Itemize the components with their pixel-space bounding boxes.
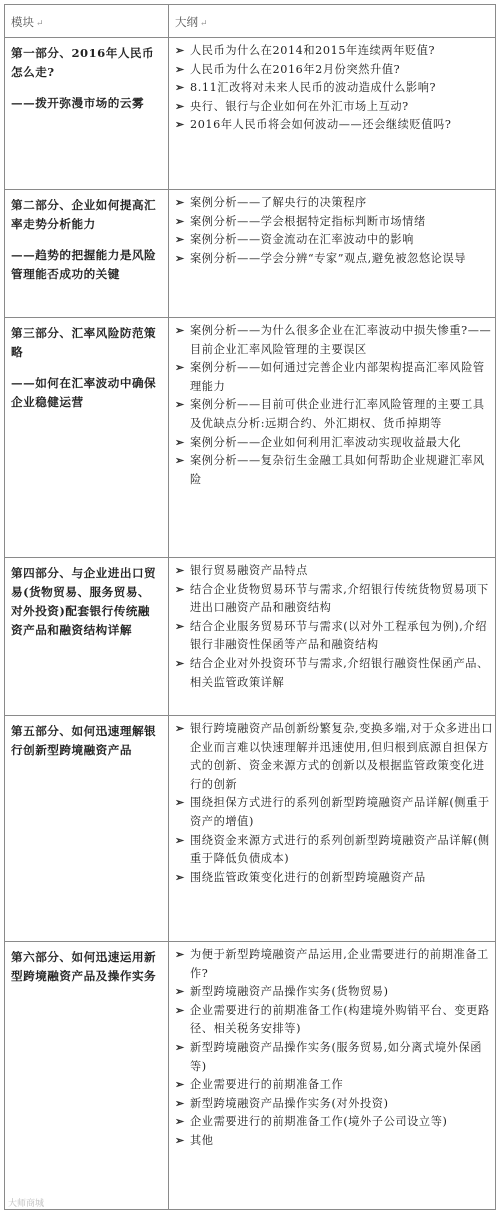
list-item: ➢ 银行贸易融资产品特点 [175, 562, 493, 581]
arrow-bullet-icon: ➢ [175, 324, 185, 337]
outline-table [4, 4, 496, 1210]
arrow-bullet-icon: ➢ [175, 1133, 185, 1147]
arrow-bullet-icon: ➢ [175, 948, 185, 961]
section-outline-cell [175, 562, 493, 692]
list-item: ➢ 案例分析——了解央行的决策程序 [175, 194, 493, 213]
section-row-2 [5, 189, 495, 317]
section-subtitle: ——趋势的把握能力是风险管理能否成功的关键 [11, 248, 157, 281]
list-item: ➢ 企业需要进行的前期准备工作(境外子公司设立等) [175, 1113, 493, 1132]
list-item: ➢ 央行、银行与企业如何在外汇市场上互动? [175, 98, 493, 117]
list-item: ➢ 结合企业货物贸易环节与需求,介绍银行传统货物贸易项下进出口融资产品和融资结构 [175, 582, 489, 615]
list-item: ➢ 案例分析——企业如何利用汇率波动实现收益最大化 [175, 434, 493, 453]
section-row-3 [5, 317, 495, 557]
section-module-cell [11, 722, 161, 760]
list-item: ➢ 围绕担保方式进行的系列创新型跨境融资产品详解(侧重于资产的增值) [175, 796, 490, 828]
list-item: ➢ 案例分析——如何通过完善企业内部架构提高汇率风险管理能力 [175, 361, 485, 393]
section-title: 第三部分、汇率风险防范策略 [11, 326, 157, 359]
arrow-bullet-icon: ➢ [175, 62, 185, 76]
list-item: ➢ 人民币为什么在2014和2015年连续两年贬值? [175, 42, 493, 61]
arrow-bullet-icon: ➢ [175, 118, 185, 132]
section-outline-cell [175, 194, 493, 268]
arrow-bullet-icon: ➢ [175, 833, 185, 847]
list-item: ➢ 为便于新型跨境融资产品运用,企业需要进行的前期准备工作? [175, 948, 489, 980]
section-outline-cell [175, 322, 493, 489]
list-item: ➢ 围绕监管政策变化进行的创新型跨境融资产品 [175, 869, 493, 888]
arrow-bullet-icon: ➢ [175, 214, 185, 228]
section-module-cell [11, 196, 161, 284]
section-module-cell [11, 44, 161, 113]
section-module-cell [11, 564, 161, 640]
list-item: ➢ 案例分析——复杂衍生金融工具如何帮助企业规避汇率风险 [175, 454, 485, 486]
watermark: 大师商城 [8, 1199, 45, 1209]
arrow-bullet-icon: ➢ [175, 870, 185, 884]
header-module: 模块 ↵ [11, 15, 44, 29]
section-title: 第六部分、如何迅速运用新型跨境融资产品及操作实务 [11, 950, 157, 983]
arrow-bullet-icon: ➢ [175, 1096, 185, 1110]
table-header-row [5, 5, 495, 37]
list-item: ➢ 新型跨境融资产品操作实务(服务贸易,如分离式境外保函等) [175, 1040, 483, 1073]
list-item: ➢ 案例分析——资金流动在汇率波动中的影响 [175, 231, 493, 250]
section-title: 第二部分、企业如何提高汇率走势分析能力 [11, 198, 157, 231]
list-item: ➢ 银行跨境融资产品创新纷繁复杂,变换多端,对于众多进出口企业而言难以快速理解并迅速使用,但归根到底源自担保方式的创新、资金来源方式的创新以及根据监管政策变化进行的创新 [175, 722, 494, 791]
arrow-bullet-icon: ➢ [175, 722, 185, 735]
section-row-1 [5, 37, 495, 189]
arrow-bullet-icon: ➢ [175, 1003, 185, 1017]
section-title: 第五部分、如何迅速理解银行创新型跨境融资产品 [11, 724, 157, 757]
arrow-bullet-icon: ➢ [175, 99, 185, 113]
list-item: ➢ 案例分析——学会根据特定指标判断市场情绪 [175, 213, 493, 232]
arrow-bullet-icon: ➢ [175, 81, 185, 95]
arrow-bullet-icon: ➢ [175, 398, 185, 412]
section-title: 第四部分、与企业进出口贸易(货物贸易、服务贸易、对外投资)配套银行传统融资产品和融资结构详解 [11, 566, 157, 637]
arrow-bullet-icon: ➢ [175, 1040, 185, 1054]
arrow-bullet-icon: ➢ [175, 44, 185, 57]
section-outline-cell [175, 42, 493, 135]
arrow-bullet-icon: ➢ [175, 1078, 185, 1092]
arrow-bullet-icon: ➢ [175, 582, 185, 596]
section-module-cell [11, 324, 161, 412]
section-outline-cell [175, 946, 493, 1151]
list-item: ➢ 新型跨境融资产品操作实务(货物贸易) [175, 983, 493, 1002]
section-row-5 [5, 715, 495, 941]
list-item: ➢ 企业需要进行的前期准备工作 [175, 1076, 493, 1095]
list-item: ➢ 新型跨境融资产品操作实务(对外投资) [175, 1095, 493, 1114]
list-item: ➢ 2016年人民币将会如何波动——还会继续贬值吗? [175, 116, 493, 135]
section-subtitle: ——拨开弥漫市场的云雾 [11, 96, 145, 110]
arrow-bullet-icon: ➢ [175, 361, 185, 375]
arrow-bullet-icon: ➢ [175, 233, 185, 247]
arrow-bullet-icon: ➢ [175, 656, 185, 670]
list-item: ➢ 案例分析——目前可供企业进行汇率风险管理的主要工具及优缺点分析:远期合约、外汇期权、货币掉期等 [175, 398, 485, 430]
arrow-bullet-icon: ➢ [175, 564, 185, 577]
section-row-4 [5, 557, 495, 715]
list-item: ➢ 围绕资金来源方式进行的系列创新型跨境融资产品详解(侧重于降低负债成本) [175, 833, 490, 866]
arrow-bullet-icon: ➢ [175, 619, 185, 633]
list-item: ➢ 结合企业服务贸易环节与需求(以对外工程承包为例),介绍银行非融资性保函等产品和融资结构 [175, 619, 487, 652]
arrow-bullet-icon: ➢ [175, 454, 185, 468]
list-item: ➢ 人民币为什么在2016年2月份突然升值? [175, 61, 493, 80]
arrow-bullet-icon: ➢ [175, 1115, 185, 1129]
arrow-bullet-icon: ➢ [175, 796, 185, 810]
arrow-bullet-icon: ➢ [175, 251, 185, 265]
list-item: ➢ 企业需要进行的前期准备工作(构建境外购销平台、变更路径、相关税务安排等) [175, 1003, 490, 1036]
list-item: ➢ 结合企业对外投资环节与需求,介绍银行融资性保函产品、相关监管政策详解 [175, 656, 489, 689]
list-item: ➢ 案例分析——学会分辨“专家”观点,避免被忽悠论误导 [175, 250, 493, 269]
list-item: ➢ 8.11汇改将对未来人民币的波动造成什么影响? [175, 79, 493, 98]
list-item: ➢ 案例分析——为什么很多企业在汇率波动中损失惨重?——目前企业汇率风险管理的主要误区 [175, 324, 492, 356]
section-subtitle: ——如何在汇率波动中确保企业稳健运营 [11, 376, 157, 409]
section-module-cell [11, 948, 161, 986]
section-title: 第一部分、2016年人民币怎么走? [11, 46, 155, 79]
section-row-6 [5, 941, 495, 1211]
arrow-bullet-icon: ➢ [175, 435, 185, 449]
header-outline: 大纲 ↵ [175, 15, 208, 29]
section-outline-cell [175, 720, 493, 887]
arrow-bullet-icon: ➢ [175, 196, 185, 209]
arrow-bullet-icon: ➢ [175, 985, 185, 999]
list-item: ➢ 其他 [175, 1132, 493, 1151]
